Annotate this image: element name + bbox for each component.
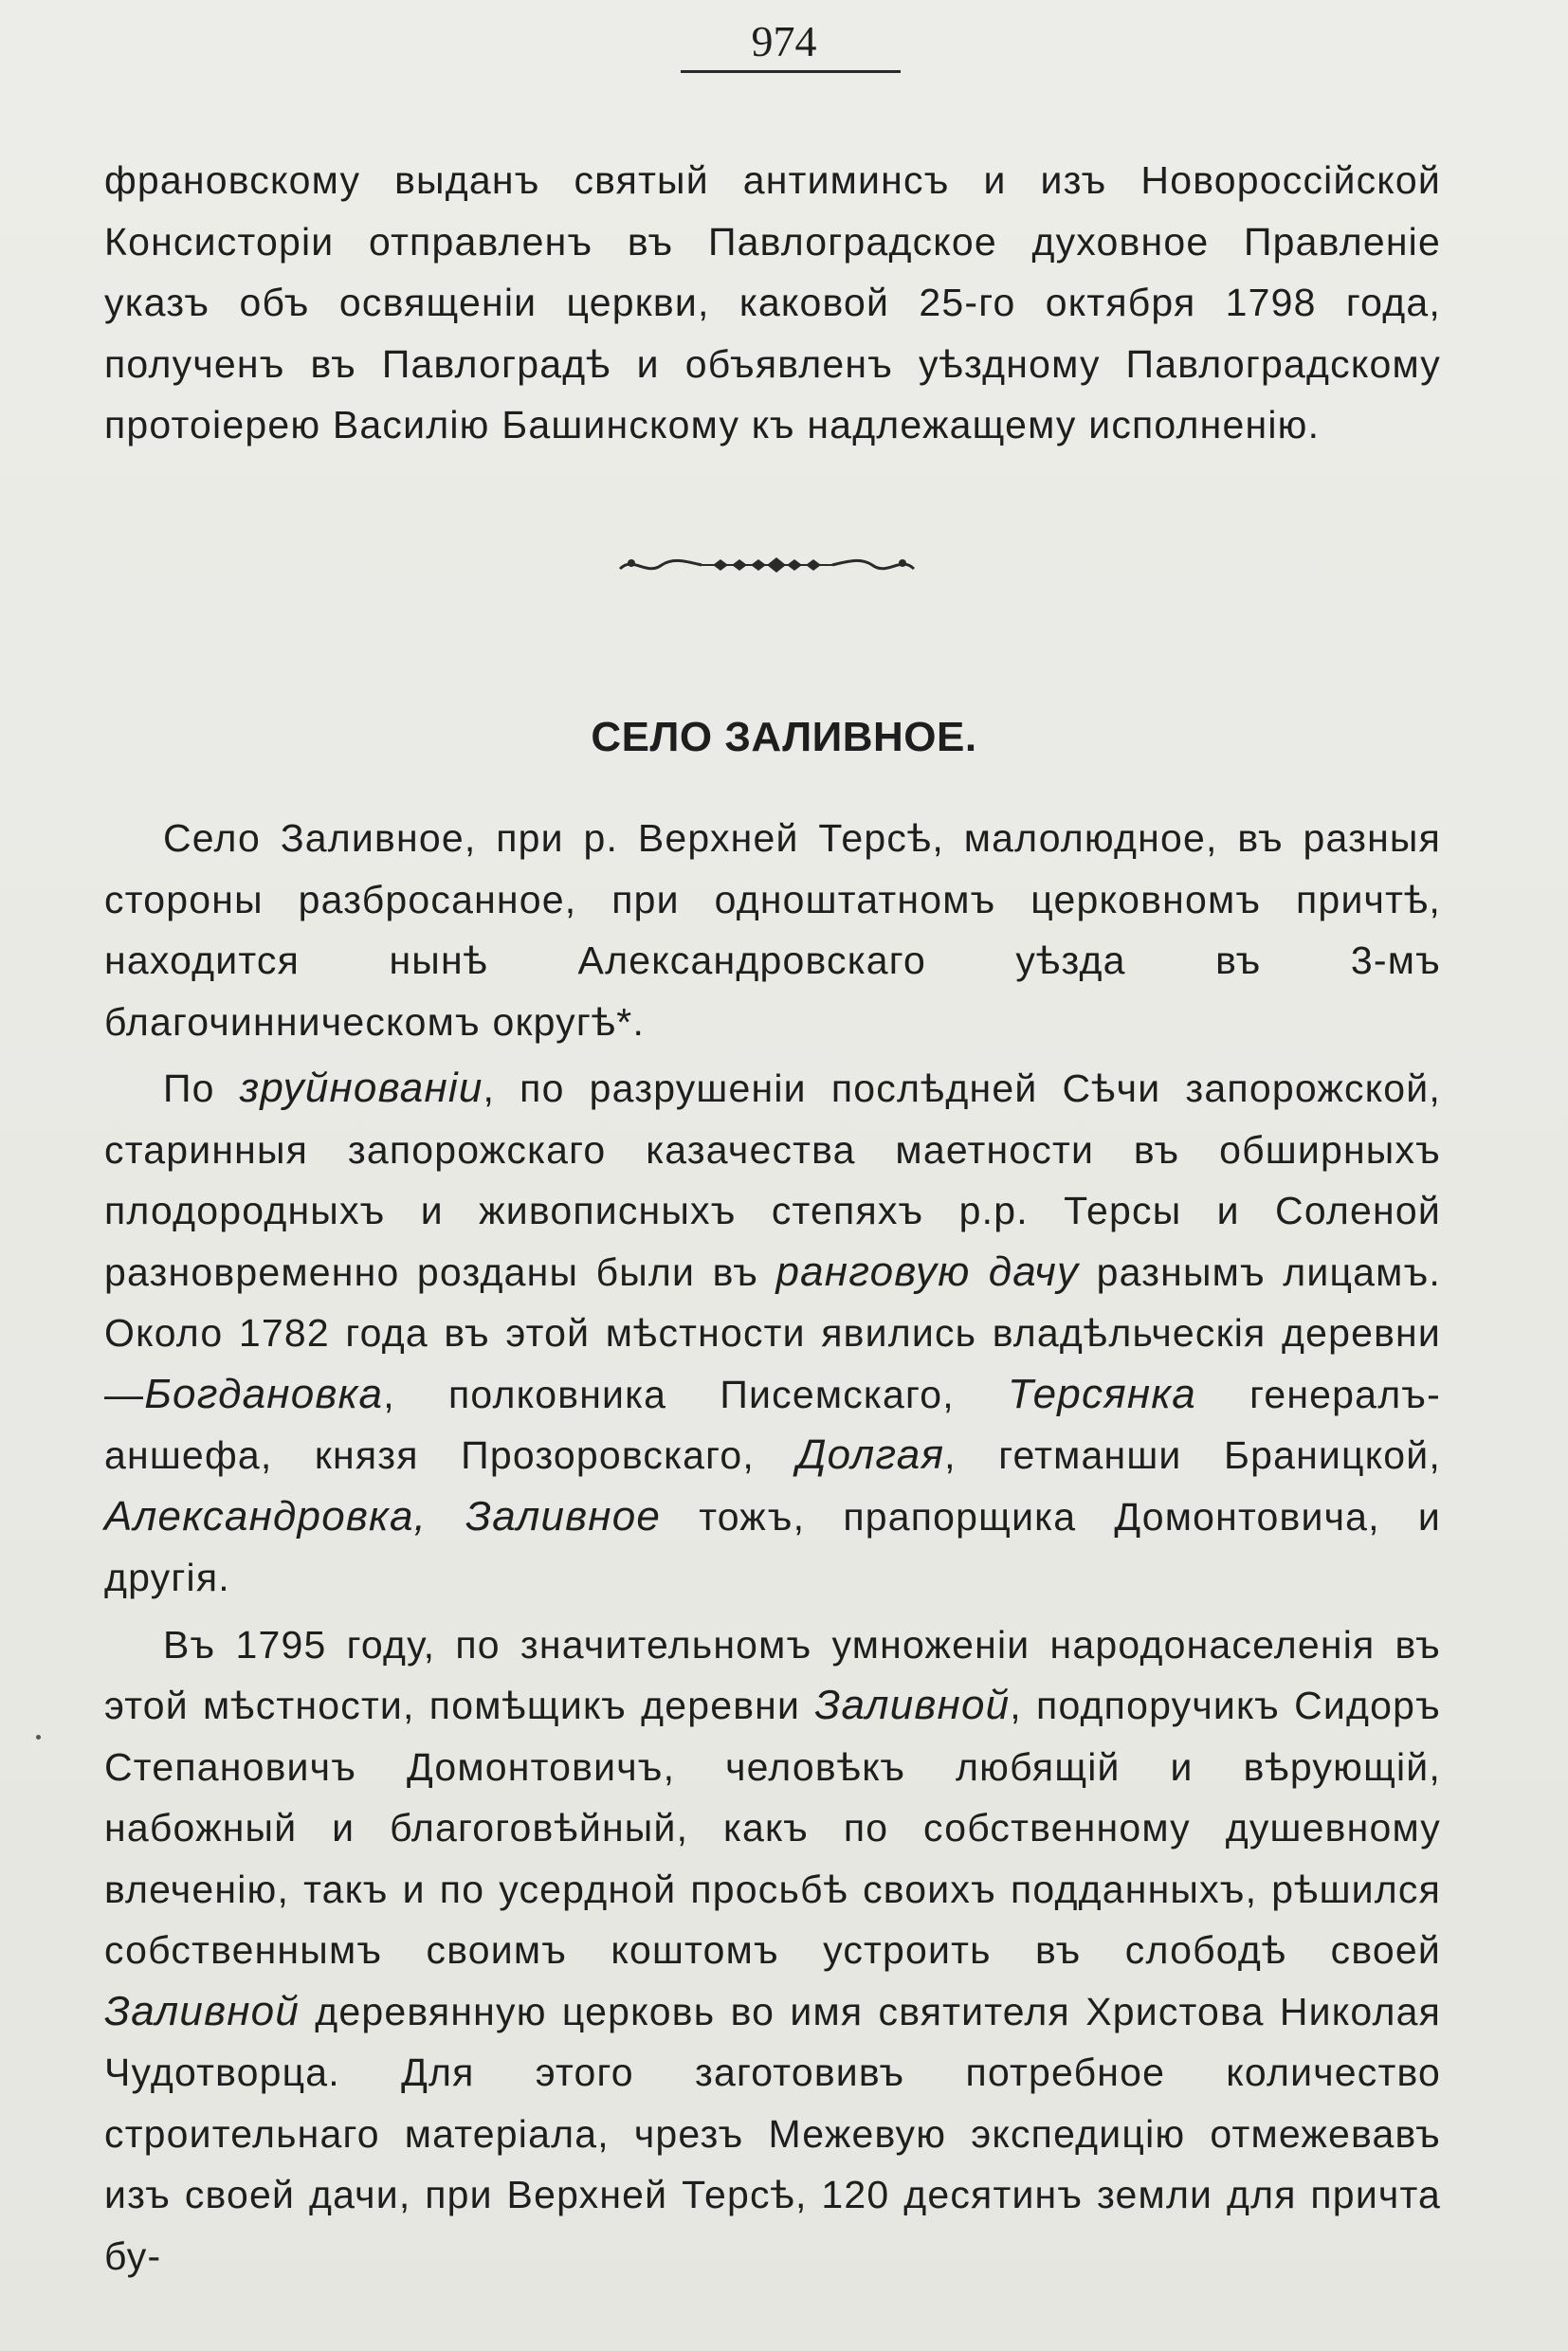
text-run: , по разрушеніи послѣдней Сѣчи запорожской, старинныя запорожскаго казачества маетности въ обширныхъ плодородныхъ и живописныхъ степяхъ р.р. Терсы и Соленой разновременно розданы были въ xyxy=(104,1066,1441,1294)
text-run: деревянную церковь во имя святителя Христова Николая Чудотворца. Для этого заготовивъ потребное количество строительнаго матеріала, чрезъ Межевую экспедицію отмежевавъ изъ своей дачи, при Верхней Терсѣ, 120 десятинъ земли для причта бу- xyxy=(104,1989,1441,2278)
page-header xyxy=(0,13,1568,73)
section-title: СЕЛО ЗАЛИВНОЕ. xyxy=(591,714,977,760)
paragraph xyxy=(104,808,1441,1052)
text-run: разнымъ лицамъ. Около 1782 года въ этой мѣстности явились владѣльческія деревни— xyxy=(104,1249,1441,1416)
text-run: , полковника Писемскаго, xyxy=(383,1372,1008,1416)
italic-term: Заливной xyxy=(104,1987,300,2034)
text-run: По xyxy=(163,1066,240,1110)
paragraph: франовскому выданъ святый антиминсъ и изъ Новороссійской Консисторіи отправленъ въ Павлоградское духовное Правленіе указъ объ освященіи церкви, каковой 25-го октября 1798 года, полученъ въ Павлоградѣ и объявленъ уѣздному Павлоградскому протоіерею Василію Башинскому къ надлежащему исполненію. xyxy=(104,158,1441,447)
text-run: генералъ-аншефа, князя Прозоровскаго, xyxy=(104,1372,1441,1477)
paragraph xyxy=(104,1614,1441,2287)
section-body xyxy=(104,808,1441,2292)
decorative-divider-ornament-icon xyxy=(614,548,920,582)
speck-mark xyxy=(36,1735,41,1740)
italic-term: ранговую дачу xyxy=(775,1248,1080,1295)
italic-term: Богдановка xyxy=(144,1370,384,1417)
text-run: тожъ, прапорщика Домонтовича, и другія. xyxy=(104,1494,1442,1599)
text-run: Въ 1795 году, по значительномъ умноженіи народонаселенія въ этой мѣстности, помѣщикъ деревни xyxy=(104,1622,1441,1727)
text-run: , гетманши Браницкой, xyxy=(944,1433,1442,1477)
italic-term: Терсянка xyxy=(1007,1370,1196,1417)
italic-term: Александровка, Заливное xyxy=(104,1492,662,1540)
continuation-text xyxy=(104,150,1441,456)
italic-term: Заливной xyxy=(814,1682,1011,1728)
text-run: , подпоручикъ Сидоръ Степановичъ Домонтовичъ, человѣкъ любящій и вѣрующій, набожный и благоговѣйный, какъ по собственному душевному влеченію, такъ и по усердной просьбѣ своихъ подданныхъ, рѣшился собственнымъ своимъ коштомъ устроить въ слободѣ своей xyxy=(104,1684,1441,1972)
paragraph xyxy=(104,1058,1441,1609)
header-rule xyxy=(681,70,901,73)
text-run: Село Заливное, при р. Верхней Терсѣ, малолюдное, въ разныя стороны разбросанное, при одноштатномъ церковномъ причтѣ, находится нынѣ Александровскаго уѣзда въ 3-мъ благочинническомъ округѣ*. xyxy=(104,816,1441,1044)
italic-term: Долгая xyxy=(796,1431,945,1478)
italic-term: зруйнованіи xyxy=(239,1065,483,1111)
page-number: 974 xyxy=(751,17,817,65)
